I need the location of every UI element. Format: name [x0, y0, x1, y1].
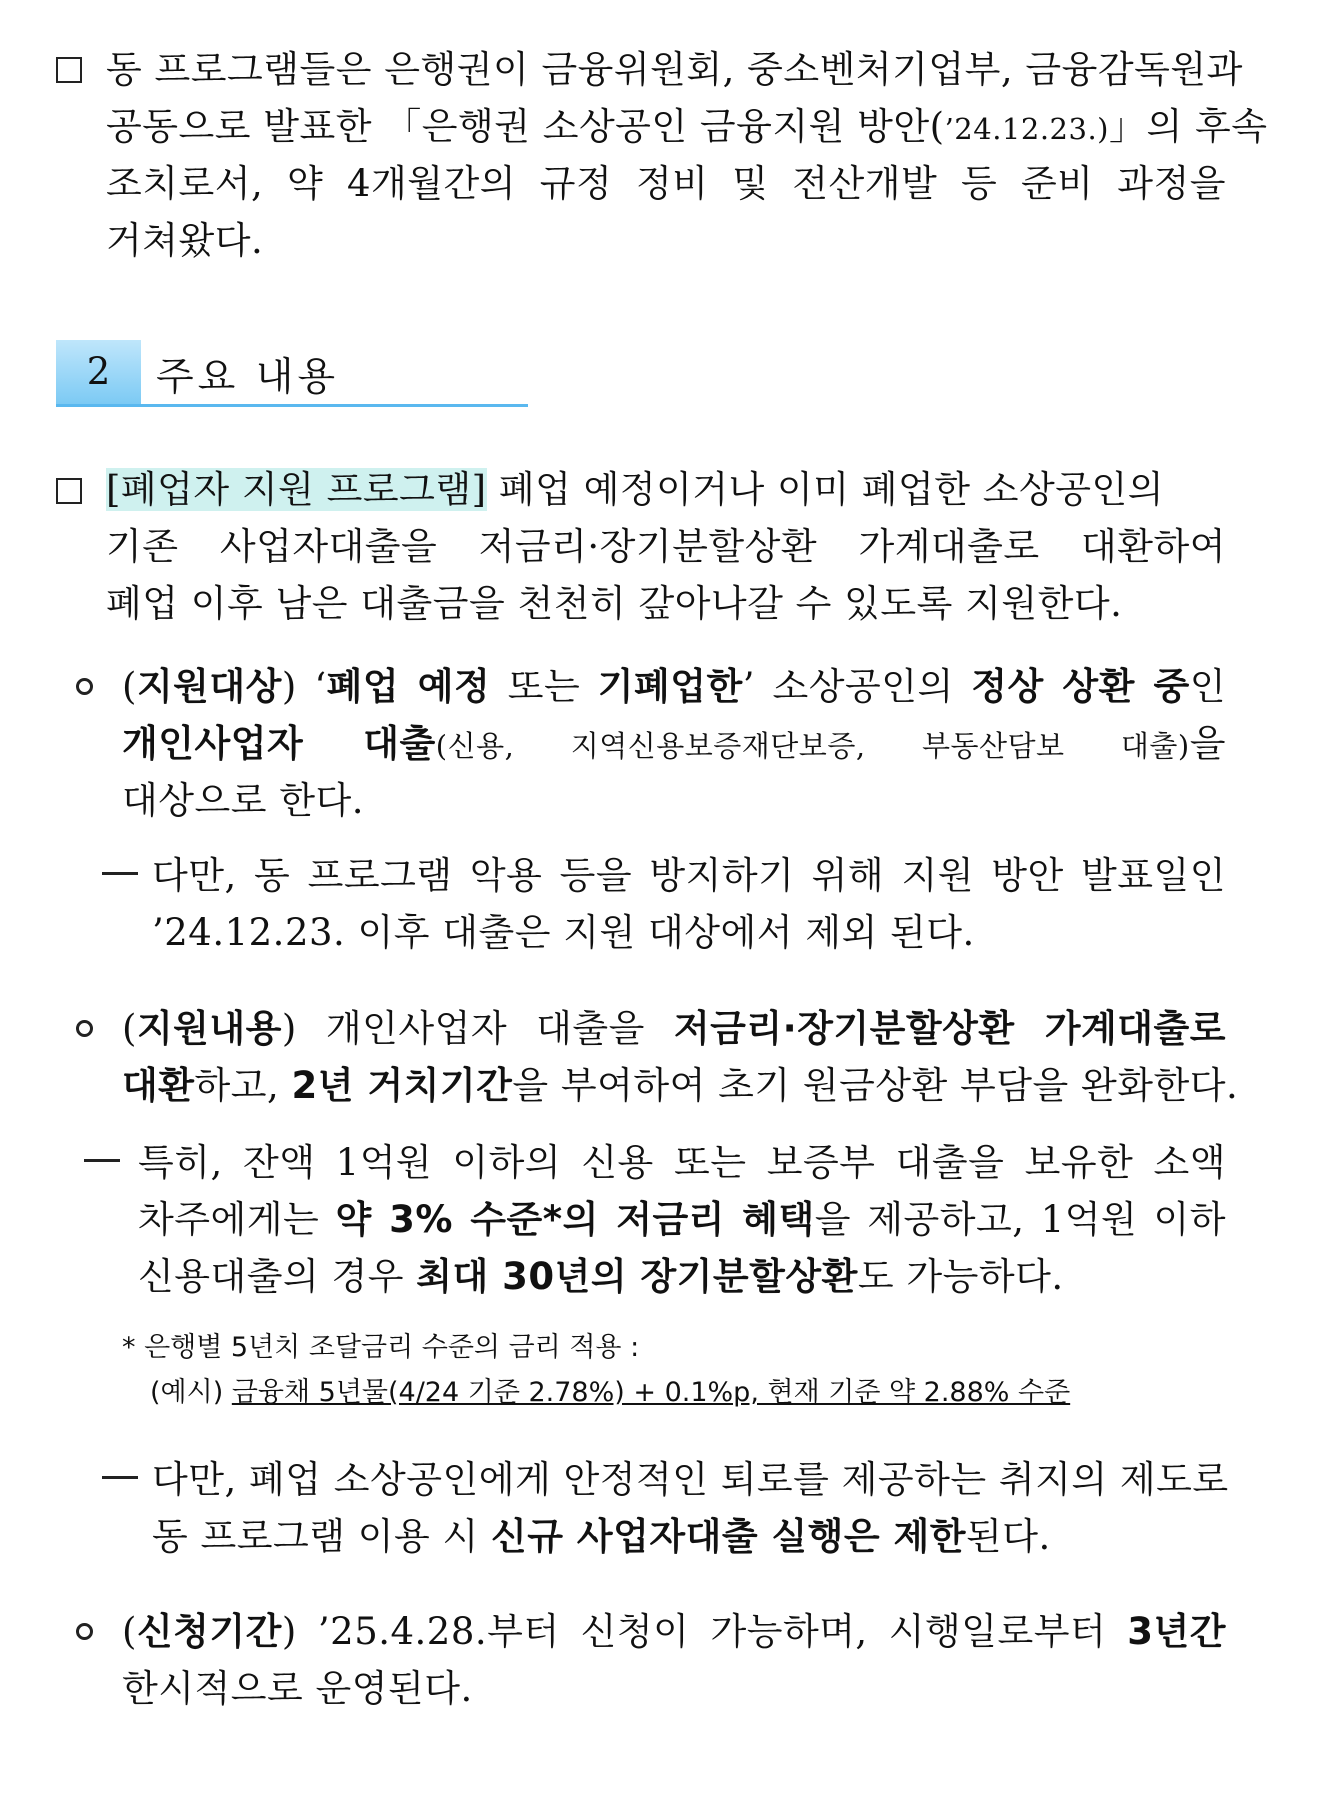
checkbox-bullet-icon — [56, 478, 82, 504]
content-line-2: 대환하고, 2년 거치기간을 부여하여 초기 원금상환 부담을 완화한다. — [122, 1064, 1239, 1107]
period-line-2: 한시적으로 운영된다. — [122, 1667, 473, 1710]
p2-line-3: 폐업 이후 남은 대출금을 천천히 갚아나갈 수 있도록 지원한다. — [106, 582, 1123, 625]
target-line-2: 개인사업자 대출(신용, 지역신용보증재단보증, 부동산담보 대출)을 — [122, 722, 1226, 765]
dash-bullet-icon — [102, 872, 138, 875]
content-line-1: (지원내용) 개인사업자 대출을 저금리·장기분할상환 가계대출로 — [122, 1007, 1227, 1050]
section-number: 2 — [56, 340, 141, 404]
content-sub1-line-3: 신용대출의 경우 최대 30년의 장기분할상환도 가능하다. — [138, 1255, 1064, 1298]
circle-bullet-icon — [76, 1020, 93, 1037]
content-sub2-line-1: 다만, 폐업 소상공인에게 안정적인 퇴로를 제공하는 취지의 제도로 — [152, 1458, 1229, 1501]
content-sub2-line-2: 동 프로그램 이용 시 신규 사업자대출 실행은 제한된다. — [152, 1515, 1051, 1558]
target-line-3: 대상으로 한다. — [122, 779, 364, 822]
dash-bullet-icon — [84, 1159, 120, 1162]
content-sub1-line-1: 특히, 잔액 1억원 이하의 신용 또는 보증부 대출을 보유한 소액 — [138, 1141, 1226, 1184]
footnote-line-2: (예시) 금융채 5년물(4/24 기준 2.78%) + 0.1%p, 현재 기준 약 2.88% 수준 — [150, 1377, 1071, 1408]
footnote-line-1: * 은행별 5년치 조달금리 수준의 금리 적용 : — [122, 1332, 640, 1363]
content-sub1-line-2: 차주에게는 약 3% 수준*의 저금리 혜택을 제공하고, 1억원 이하 — [138, 1198, 1226, 1241]
target-sub-line-2: ’24.12.23. 이후 대출은 지원 대상에서 제외 된다. — [152, 911, 975, 954]
p1-line-2: 공동으로 발표한 「은행권 소상공인 금융지원 방안(’24.12.23.)」의 후속 — [106, 105, 1268, 148]
target-line-1: (지원대상) ‘폐업 예정 또는 기폐업한’ 소상공인의 정상 상환 중인 — [122, 665, 1226, 708]
p1-line-4: 거쳐왔다. — [106, 219, 264, 262]
section-title: 주요 내용 — [156, 355, 340, 400]
p2-line-1: [폐업자 지원 프로그램] 폐업 예정이거나 이미 폐업한 소상공인의 — [106, 468, 1164, 511]
circle-bullet-icon — [76, 1623, 93, 1640]
section-divider — [56, 404, 528, 407]
program-tag: [폐업자 지원 프로그램] — [106, 468, 487, 511]
p1-line-1: 동 프로그램들은 은행권이 금융위원회, 중소벤처기업부, 금융감독원과 — [106, 48, 1243, 91]
circle-bullet-icon — [76, 678, 93, 695]
dash-bullet-icon — [102, 1476, 138, 1479]
checkbox-bullet-icon — [56, 57, 82, 83]
target-sub-line-1: 다만, 동 프로그램 악용 등을 방지하기 위해 지원 방안 발표일인 — [152, 854, 1226, 897]
p1-line-3: 조치로서, 약 4개월간의 규정 정비 및 전산개발 등 준비 과정을 — [106, 162, 1226, 205]
p2-line-2: 기존 사업자대출을 저금리·장기분할상환 가계대출로 대환하여 — [106, 525, 1226, 568]
period-line-1: (신청기간) ’25.4.28.부터 신청이 가능하며, 시행일로부터 3년간 — [122, 1610, 1226, 1653]
